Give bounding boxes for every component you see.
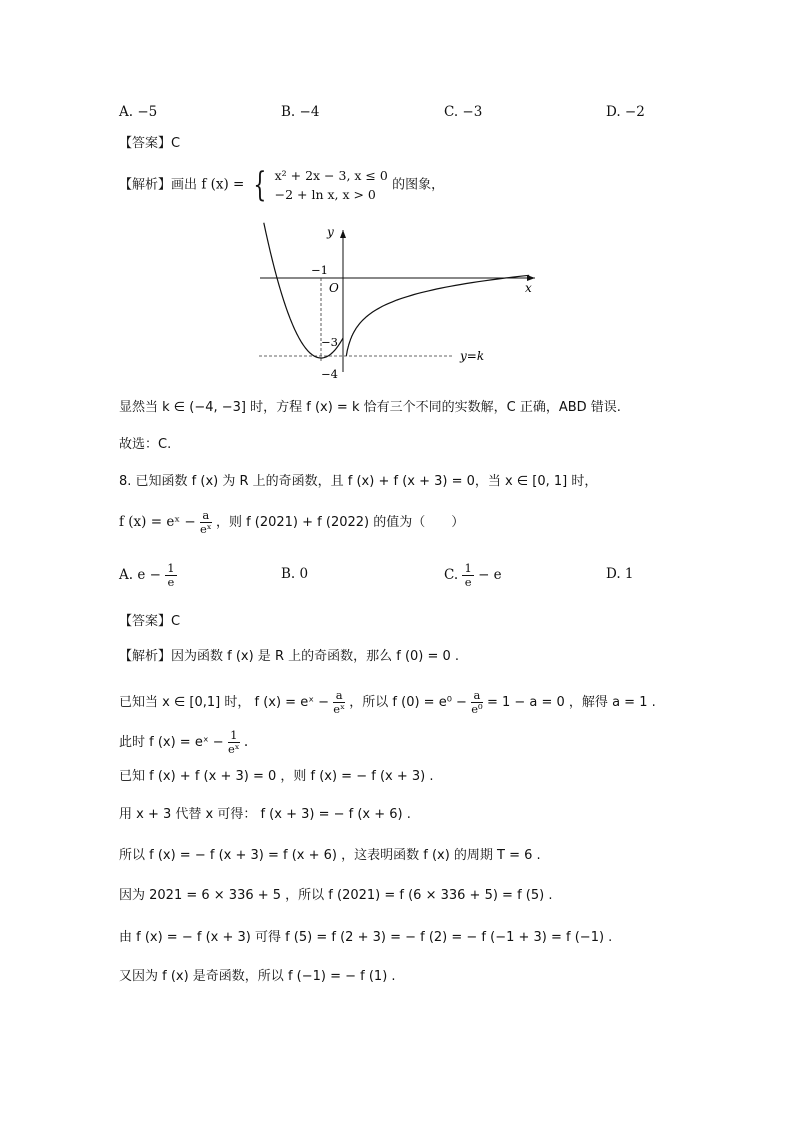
q8-option-c-post: − e (478, 567, 502, 583)
piecewise-case-1: x² + 2x − 3, x ≤ 0 (274, 168, 388, 183)
sol8-fraction-2 (471, 689, 482, 716)
piecewise-brace: { (252, 165, 266, 205)
q8-fx-def: f (x) = eˣ − (119, 514, 196, 530)
sol8-line-3 (119, 729, 248, 756)
sol8-line-5: 用 x + 3 代替 x 可得： f (x + 3) = − f (x + 6) . (119, 807, 411, 822)
q8-option-a-fraction (165, 562, 176, 589)
q8-option-b: B. 0 (281, 566, 309, 582)
fraction-denominator: e (464, 575, 472, 589)
q8-fraction (200, 509, 212, 536)
sol8-fraction-1 (333, 689, 345, 716)
sol8-line-9: 又因为 f (x) 是奇函数，所以 f (−1) = − f (1) . (119, 969, 396, 984)
tick-label-neg1: −1 (311, 263, 328, 277)
option-a: A. −5 (119, 104, 158, 120)
q8-option-a-pre: A. e − (119, 567, 161, 583)
fraction-numerator: 1 (228, 729, 240, 743)
sol8-line-3-post: . (243, 734, 249, 750)
fraction-numerator: 1 (167, 561, 175, 575)
q8-option-c-pre: C. (444, 567, 459, 583)
q8-option-c (444, 562, 502, 589)
piecewise-case-2: −2 + ln x, x > 0 (274, 187, 376, 202)
sol8-line-2-post: = 1 − a = 0 ，解得 a = 1 . (486, 695, 656, 710)
question-8-line-2 (119, 509, 464, 536)
sol8-line-3-pre: 此时 f (x) = eˣ − (119, 735, 224, 750)
solution-prefix: 【解析】画出 (119, 177, 198, 193)
fraction-numerator: a (471, 689, 482, 703)
sol8-line-2 (119, 689, 656, 716)
option-b: B. −4 (281, 104, 320, 120)
sol8-fraction-3 (228, 729, 240, 756)
fraction-numerator: a (333, 689, 345, 703)
piecewise-fx: f (x) = (201, 176, 249, 193)
sol8-line-6: 所以 f (x) = − f (x + 3) = f (x + 6) ，这表明函数 f (x) 的周期 T = 6 . (119, 848, 541, 863)
y-axis-label: y (327, 225, 334, 239)
fraction-denominator: eˣ (199, 522, 212, 536)
origin-label: O (329, 281, 339, 295)
sol8-line-7: 因为 2021 = 6 × 336 + 5 ，所以 f (2021) = f (6 × 336 + 5) = f (5) . (119, 888, 553, 903)
conclusion-line: 显然当 k ∈ (−4, −3] 时，方程 f (x) = k 恰有三个不同的实数解，C 正确，ABD 错误. (119, 400, 621, 415)
q8-question-tail: ，则 f (2021) + f (2022) 的值为（ ） (215, 515, 465, 530)
solution-header (119, 166, 444, 204)
piecewise-cases (275, 166, 388, 204)
fraction-denominator: e⁰ (471, 702, 483, 716)
option-d: D. −2 (606, 104, 645, 120)
fraction-denominator: eˣ (333, 702, 345, 716)
q8-option-d: D. 1 (606, 566, 634, 582)
fraction-denominator: e (167, 575, 175, 589)
tick-label-neg3: −3 (321, 335, 338, 349)
question-8-line-1: 8. 已知函数 f (x) 为 R 上的奇函数，且 f (x) + f (x + 3) = 0，当 x ∈ [0, 1] 时， (119, 474, 598, 489)
sol8-line-1: 【解析】因为函数 f (x) 是 R 上的奇函数，那么 f (0) = 0 . (119, 649, 460, 664)
sol8-line-2-pre: 已知当 x ∈ [0,1] 时， f (x) = eˣ − (119, 695, 329, 710)
curve-log (346, 275, 529, 356)
option-c: C. −3 (444, 104, 483, 120)
line-label: y=k (460, 349, 485, 363)
sol8-line-2-mid: ，所以 f (0) = e⁰ − (349, 695, 467, 710)
solution-suffix: 的图象， (392, 177, 445, 193)
choose-line: 故选：C. (119, 437, 172, 452)
fraction-denominator: eˣ (227, 742, 240, 756)
q8-option-c-fraction (462, 562, 473, 589)
fraction-numerator: 1 (464, 561, 472, 575)
y-axis-arrow (340, 230, 346, 238)
sol8-line-8: 由 f (x) = − f (x + 3) 可得 f (5) = f (2 + 3) = − f (2) = − f (−1 + 3) = f (−1) . (119, 930, 613, 945)
answer-8-label: 【答案】C (119, 614, 181, 629)
x-axis-label: x (525, 281, 532, 295)
fraction-numerator: a (200, 509, 212, 523)
sol8-line-4: 已知 f (x) + f (x + 3) = 0 ，则 f (x) = − f (x + 3) . (119, 769, 434, 784)
function-graph (255, 222, 545, 382)
tick-label-neg4: −4 (321, 367, 338, 381)
q8-option-a (119, 562, 177, 589)
answer-label: 【答案】C (119, 136, 181, 151)
